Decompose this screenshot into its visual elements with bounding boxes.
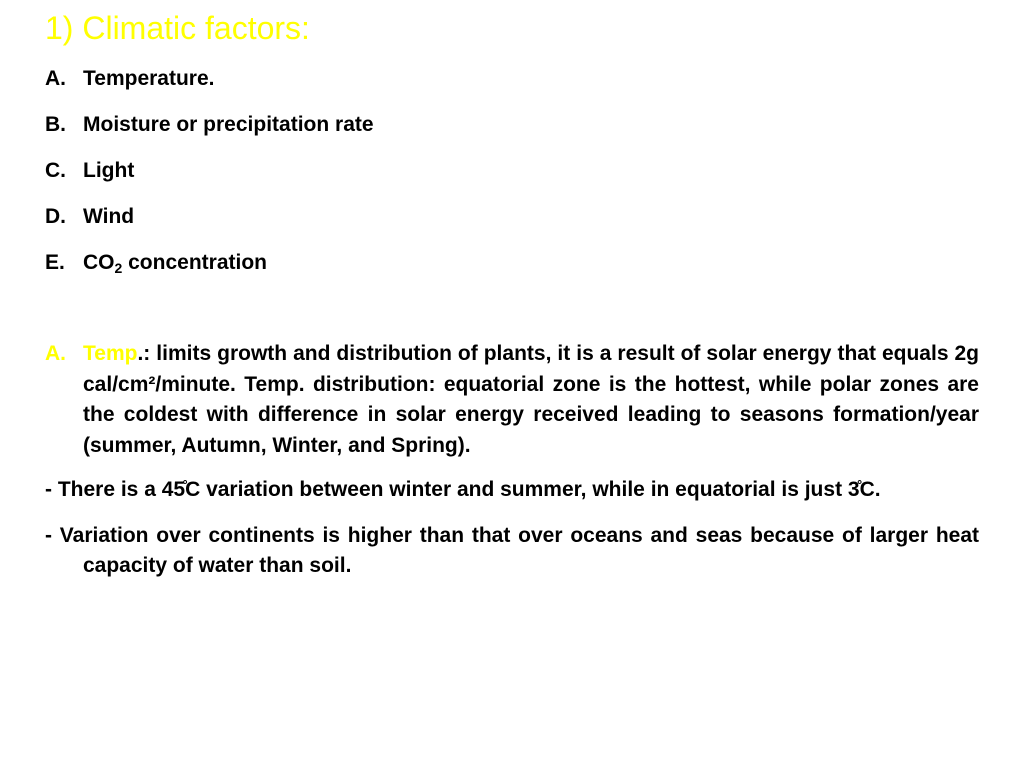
co2-formula-subscript: 2 xyxy=(114,260,123,276)
temperature-paragraph xyxy=(45,339,979,461)
paragraph-marker: A. xyxy=(45,342,66,365)
co2-formula-main: CO xyxy=(83,251,115,274)
factor-item-temperature xyxy=(45,64,645,93)
factor-marker: E. xyxy=(45,251,65,274)
co2-formula-rest: concentration xyxy=(122,251,267,274)
factor-item-wind xyxy=(45,202,645,231)
seasonal-variation-note: - There is a 45̊C variation between winter and summer, while in equatorial is just 3̊C. xyxy=(45,478,881,501)
factor-marker: C. xyxy=(45,159,66,182)
temperature-details xyxy=(45,339,979,597)
paragraph-body: .: limits growth and distribution of plants, it is a result of solar energy that equals 2g cal/cm²/minute. Temp. distribution: equatorial zone is the hottest, while polar zones are the coldest with difference in solar energy received leading to seasons formation/year (summer, Autumn, Winter, and Spring). xyxy=(83,342,979,457)
factor-marker: D. xyxy=(45,205,66,228)
factor-label: Light xyxy=(83,159,135,182)
factor-item-light xyxy=(45,156,645,185)
continental-variation-note: - Variation over continents is higher than that over oceans and seas because of larger heat capacity of water than soil. xyxy=(45,523,979,577)
factor-label: Temperature. xyxy=(83,67,215,90)
factor-item-co2 xyxy=(45,248,645,277)
factor-label xyxy=(83,248,267,277)
factor-marker: B. xyxy=(45,113,66,136)
factor-marker: A. xyxy=(45,67,66,90)
paragraph-term: Temp xyxy=(83,342,138,365)
factor-label: Wind xyxy=(83,205,135,228)
climatic-factor-list xyxy=(45,64,645,294)
slide-title: 1) Climatic factors: xyxy=(45,10,310,46)
factor-label: Moisture or precipitation rate xyxy=(83,113,374,136)
factor-item-moisture xyxy=(45,110,645,139)
